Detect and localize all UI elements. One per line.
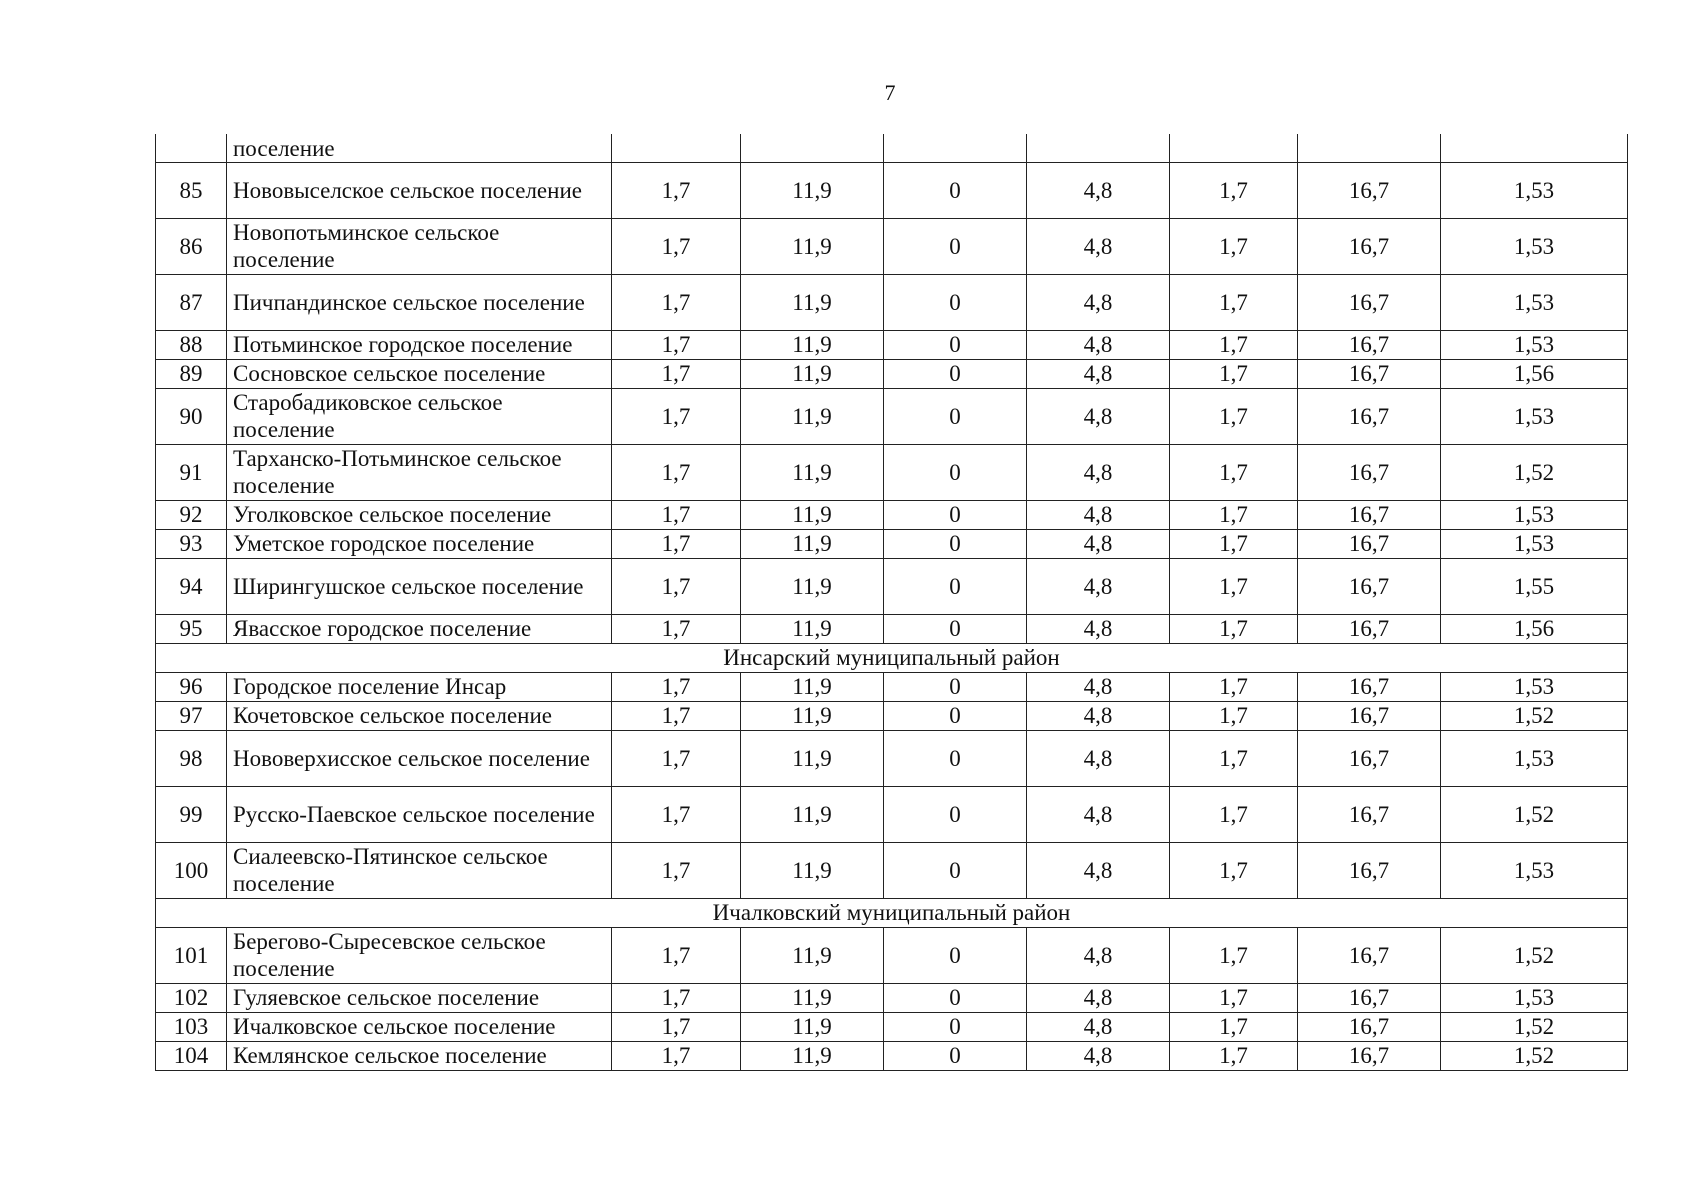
value-cell: 4,8	[1027, 558, 1170, 614]
value-cell: 11,9	[741, 274, 884, 330]
row-number-cell: 87	[156, 274, 227, 330]
value-cell	[741, 134, 884, 162]
value-cell	[1298, 134, 1441, 162]
settlement-name-cell: Потьминское городское поселение	[227, 330, 612, 359]
value-cell: 16,7	[1298, 614, 1441, 643]
value-cell: 0	[884, 359, 1027, 388]
table-row	[156, 330, 1628, 359]
row-number-cell: 101	[156, 927, 227, 983]
value-cell: 4,8	[1027, 162, 1170, 218]
value-cell: 1,7	[612, 529, 741, 558]
value-cell: 11,9	[741, 500, 884, 529]
value-cell: 1,7	[612, 614, 741, 643]
value-cell: 11,9	[741, 786, 884, 842]
value-cell: 1,7	[1170, 672, 1298, 701]
table-row	[156, 983, 1628, 1012]
value-cell	[1027, 134, 1170, 162]
settlement-name-cell: Новопотьминское сельское поселение	[227, 218, 612, 274]
value-cell: 16,7	[1298, 1012, 1441, 1041]
value-cell	[1170, 134, 1298, 162]
settlement-name-cell: Пичпандинское сельское поселение	[227, 274, 612, 330]
value-cell: 1,53	[1441, 983, 1628, 1012]
row-number-cell: 104	[156, 1041, 227, 1070]
row-number-cell: 89	[156, 359, 227, 388]
settlement-name-cell: Городское поселение Инсар	[227, 672, 612, 701]
value-cell: 11,9	[741, 701, 884, 730]
value-cell: 4,8	[1027, 701, 1170, 730]
value-cell: 4,8	[1027, 359, 1170, 388]
value-cell: 16,7	[1298, 701, 1441, 730]
value-cell: 4,8	[1027, 614, 1170, 643]
value-cell: 1,53	[1441, 388, 1628, 444]
value-cell: 1,7	[1170, 444, 1298, 500]
value-cell: 1,7	[612, 558, 741, 614]
value-cell: 1,7	[1170, 701, 1298, 730]
value-cell: 16,7	[1298, 730, 1441, 786]
value-cell: 11,9	[741, 983, 884, 1012]
value-cell: 1,7	[612, 701, 741, 730]
value-cell: 1,7	[612, 500, 741, 529]
value-cell: 1,7	[612, 359, 741, 388]
table-row	[156, 927, 1628, 983]
value-cell: 0	[884, 330, 1027, 359]
value-cell: 0	[884, 1012, 1027, 1041]
value-cell: 1,7	[1170, 529, 1298, 558]
value-cell: 16,7	[1298, 842, 1441, 898]
value-cell: 1,52	[1441, 444, 1628, 500]
value-cell: 1,56	[1441, 359, 1628, 388]
table-row	[156, 786, 1628, 842]
value-cell: 0	[884, 529, 1027, 558]
value-cell: 1,7	[612, 786, 741, 842]
value-cell: 1,53	[1441, 730, 1628, 786]
value-cell: 4,8	[1027, 927, 1170, 983]
table-row	[156, 444, 1628, 500]
table-row	[156, 1041, 1628, 1070]
row-number-cell: 95	[156, 614, 227, 643]
row-number-cell: 102	[156, 983, 227, 1012]
value-cell: 1,7	[612, 444, 741, 500]
value-cell: 0	[884, 983, 1027, 1012]
row-number-cell: 92	[156, 500, 227, 529]
table-row	[156, 672, 1628, 701]
value-cell: 0	[884, 218, 1027, 274]
row-number-cell	[156, 134, 227, 162]
settlement-name-cell: Берегово-Сыресевское сельское поселение	[227, 927, 612, 983]
value-cell: 16,7	[1298, 359, 1441, 388]
page-number: 7	[884, 80, 896, 105]
value-cell: 1,53	[1441, 218, 1628, 274]
row-number-cell: 100	[156, 842, 227, 898]
value-cell: 1,52	[1441, 701, 1628, 730]
section-header-row	[156, 643, 1628, 672]
value-cell: 16,7	[1298, 983, 1441, 1012]
value-cell: 16,7	[1298, 672, 1441, 701]
value-cell: 0	[884, 274, 1027, 330]
value-cell: 1,7	[1170, 842, 1298, 898]
section-title: Ичалковский муниципальный район	[156, 898, 1628, 927]
row-number-cell: 90	[156, 388, 227, 444]
value-cell: 1,7	[612, 672, 741, 701]
value-cell: 16,7	[1298, 274, 1441, 330]
value-cell: 1,53	[1441, 330, 1628, 359]
value-cell: 4,8	[1027, 444, 1170, 500]
value-cell: 0	[884, 162, 1027, 218]
value-cell: 16,7	[1298, 218, 1441, 274]
value-cell: 1,52	[1441, 927, 1628, 983]
value-cell	[884, 134, 1027, 162]
value-cell: 4,8	[1027, 218, 1170, 274]
row-number-cell: 96	[156, 672, 227, 701]
value-cell: 1,7	[612, 983, 741, 1012]
value-cell: 4,8	[1027, 1041, 1170, 1070]
value-cell: 11,9	[741, 614, 884, 643]
row-number-cell: 88	[156, 330, 227, 359]
table-row	[156, 274, 1628, 330]
value-cell: 1,53	[1441, 842, 1628, 898]
value-cell: 1,7	[612, 330, 741, 359]
value-cell: 4,8	[1027, 274, 1170, 330]
value-cell: 16,7	[1298, 162, 1441, 218]
value-cell: 11,9	[741, 218, 884, 274]
value-cell: 0	[884, 558, 1027, 614]
value-cell: 1,7	[1170, 927, 1298, 983]
value-cell: 1,56	[1441, 614, 1628, 643]
section-title: Инсарский муниципальный район	[156, 643, 1628, 672]
settlement-name-cell: Русско-Паевское сельское поселение	[227, 786, 612, 842]
value-cell: 0	[884, 672, 1027, 701]
settlement-name-cell: Сосновское сельское поселение	[227, 359, 612, 388]
value-cell: 1,53	[1441, 500, 1628, 529]
value-cell: 0	[884, 444, 1027, 500]
value-cell: 16,7	[1298, 786, 1441, 842]
table-row	[156, 701, 1628, 730]
table-row	[156, 388, 1628, 444]
value-cell: 4,8	[1027, 672, 1170, 701]
settlement-name-cell: Уголковское сельское поселение	[227, 500, 612, 529]
row-number-cell: 97	[156, 701, 227, 730]
value-cell: 4,8	[1027, 330, 1170, 359]
settlement-name-cell: Гуляевское сельское поселение	[227, 983, 612, 1012]
settlement-name-cell: Ичалковское сельское поселение	[227, 1012, 612, 1041]
value-cell: 11,9	[741, 388, 884, 444]
value-cell: 16,7	[1298, 558, 1441, 614]
value-cell: 1,7	[1170, 1012, 1298, 1041]
value-cell: 1,7	[1170, 330, 1298, 359]
value-cell: 1,7	[1170, 162, 1298, 218]
value-cell: 11,9	[741, 1012, 884, 1041]
row-number-cell: 99	[156, 786, 227, 842]
value-cell: 1,52	[1441, 786, 1628, 842]
value-cell: 11,9	[741, 359, 884, 388]
settlement-name-cell: Нововерхисское сельское поселение	[227, 730, 612, 786]
settlement-name-cell: Старобадиковское сельское поселение	[227, 388, 612, 444]
value-cell: 16,7	[1298, 388, 1441, 444]
table-row	[156, 558, 1628, 614]
value-cell: 4,8	[1027, 529, 1170, 558]
value-cell: 1,53	[1441, 274, 1628, 330]
value-cell: 4,8	[1027, 500, 1170, 529]
value-cell: 16,7	[1298, 529, 1441, 558]
data-table	[155, 134, 1628, 1071]
value-cell: 4,8	[1027, 388, 1170, 444]
row-number-cell: 94	[156, 558, 227, 614]
value-cell: 4,8	[1027, 983, 1170, 1012]
value-cell: 1,7	[612, 730, 741, 786]
row-number-cell: 91	[156, 444, 227, 500]
value-cell: 11,9	[741, 330, 884, 359]
value-cell: 11,9	[741, 558, 884, 614]
value-cell: 1,53	[1441, 162, 1628, 218]
value-cell	[1441, 134, 1628, 162]
value-cell: 0	[884, 786, 1027, 842]
value-cell: 1,7	[1170, 388, 1298, 444]
settlement-name-cell: Сиалеевско-Пятинское сельское поселение	[227, 842, 612, 898]
settlement-name-cell: Кемлянское сельское поселение	[227, 1041, 612, 1070]
value-cell: 1,7	[612, 218, 741, 274]
value-cell: 11,9	[741, 162, 884, 218]
value-cell: 11,9	[741, 529, 884, 558]
value-cell: 4,8	[1027, 1012, 1170, 1041]
value-cell: 1,7	[612, 274, 741, 330]
settlement-name-cell: Уметское городское поселение	[227, 529, 612, 558]
table-row	[156, 614, 1628, 643]
value-cell: 0	[884, 730, 1027, 786]
settlement-name-cell: Ширингушское сельское поселение	[227, 558, 612, 614]
table-row	[156, 359, 1628, 388]
value-cell: 1,7	[1170, 1041, 1298, 1070]
value-cell: 1,7	[612, 162, 741, 218]
section-header-row	[156, 898, 1628, 927]
row-number-cell: 98	[156, 730, 227, 786]
value-cell: 1,7	[612, 927, 741, 983]
value-cell: 0	[884, 388, 1027, 444]
value-cell: 11,9	[741, 927, 884, 983]
value-cell: 0	[884, 614, 1027, 643]
value-cell	[612, 134, 741, 162]
value-cell: 1,53	[1441, 672, 1628, 701]
row-number-cell: 103	[156, 1012, 227, 1041]
value-cell: 0	[884, 1041, 1027, 1070]
value-cell: 4,8	[1027, 842, 1170, 898]
value-cell: 11,9	[741, 672, 884, 701]
value-cell: 1,7	[1170, 730, 1298, 786]
value-cell: 11,9	[741, 730, 884, 786]
table-row	[156, 529, 1628, 558]
value-cell: 1,55	[1441, 558, 1628, 614]
value-cell: 11,9	[741, 1041, 884, 1070]
value-cell: 1,53	[1441, 529, 1628, 558]
row-number-cell: 93	[156, 529, 227, 558]
table-row	[156, 1012, 1628, 1041]
value-cell: 1,52	[1441, 1012, 1628, 1041]
value-cell: 0	[884, 500, 1027, 529]
value-cell: 4,8	[1027, 786, 1170, 842]
value-cell: 0	[884, 701, 1027, 730]
value-cell: 1,7	[1170, 500, 1298, 529]
value-cell: 0	[884, 927, 1027, 983]
value-cell: 1,52	[1441, 1041, 1628, 1070]
table-body	[156, 134, 1628, 1070]
table-row	[156, 500, 1628, 529]
value-cell: 11,9	[741, 842, 884, 898]
row-number-cell: 86	[156, 218, 227, 274]
value-cell: 1,7	[612, 1012, 741, 1041]
value-cell: 11,9	[741, 444, 884, 500]
settlement-name-cell: Тарханско-Потьминское сельское поселение	[227, 444, 612, 500]
table-row	[156, 842, 1628, 898]
settlement-name-cell: Кочетовское сельское поселение	[227, 701, 612, 730]
value-cell: 1,7	[1170, 614, 1298, 643]
value-cell: 1,7	[612, 388, 741, 444]
settlement-name-cell: Нововыселское сельское поселение	[227, 162, 612, 218]
value-cell: 1,7	[1170, 786, 1298, 842]
value-cell: 1,7	[1170, 359, 1298, 388]
table-row	[156, 162, 1628, 218]
table-row	[156, 218, 1628, 274]
value-cell: 1,7	[1170, 274, 1298, 330]
settlement-name-cell: поселение	[227, 134, 612, 162]
value-cell: 16,7	[1298, 500, 1441, 529]
value-cell: 16,7	[1298, 1041, 1441, 1070]
continuation-row	[156, 134, 1628, 162]
settlement-name-cell: Явасское городское поселение	[227, 614, 612, 643]
value-cell: 4,8	[1027, 730, 1170, 786]
value-cell: 16,7	[1298, 444, 1441, 500]
table-row	[156, 730, 1628, 786]
value-cell: 16,7	[1298, 330, 1441, 359]
value-cell: 1,7	[1170, 558, 1298, 614]
value-cell: 1,7	[612, 842, 741, 898]
value-cell: 1,7	[1170, 983, 1298, 1012]
value-cell: 16,7	[1298, 927, 1441, 983]
value-cell: 1,7	[1170, 218, 1298, 274]
row-number-cell: 85	[156, 162, 227, 218]
value-cell: 0	[884, 842, 1027, 898]
value-cell: 1,7	[612, 1041, 741, 1070]
